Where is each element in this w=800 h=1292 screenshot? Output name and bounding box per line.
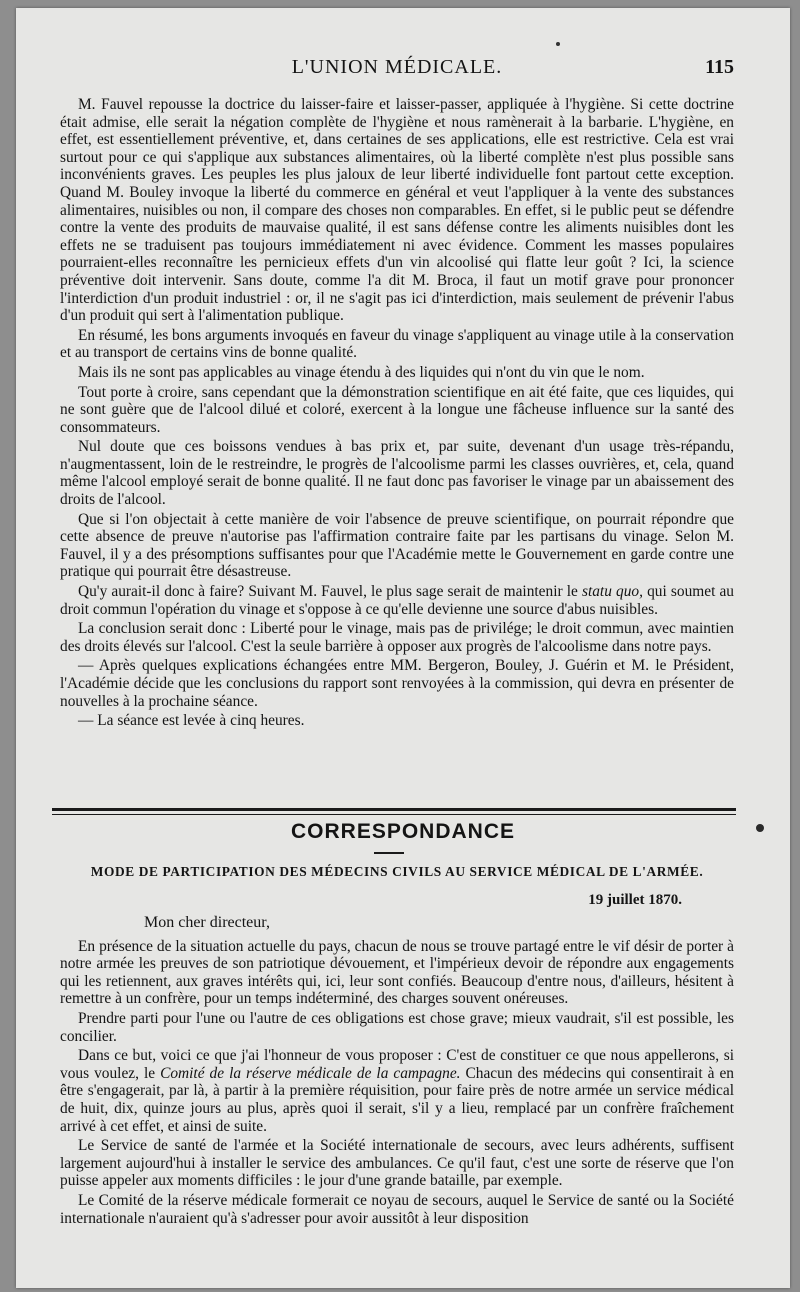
salutation: Mon cher directeur, bbox=[144, 914, 270, 931]
paragraph: Nul doute que ces boissons vendues à bas prix et, par suite, devenant d'un usage très-répandu, n'augmentassent, loin de le restreindre, le progrès de l'alcoolisme parmi les classes ouvrières, et, cela, quand même l'alcool employé serait de bonne qualité. Il ne faut donc pas favoriser le vinage par un abaissement des droits de l'alcool. bbox=[60, 438, 734, 509]
paragraph: Tout porte à croire, sans cependant que la démonstration scientifique en ait été faite, que ces liquides, qui ne sont guère que de l'alcool dilué et coloré, exercent à la longue une fâcheuse influence sur la santé des consommateurs. bbox=[60, 383, 734, 436]
academy-report-text bbox=[60, 96, 734, 732]
paragraph: Prendre parti pour l'une ou l'autre de ces obligations est chose grave; mieux vaudrait, s'il est possible, les concilier. bbox=[60, 1009, 734, 1045]
heading-rule bbox=[374, 852, 404, 854]
paragraph: Mais ils ne sont pas applicables au vinage étendu à des liquides qui n'ont du vin que le nom. bbox=[78, 363, 645, 381]
paragraph: La conclusion serait donc : Liberté pour le vinage, mais pas de privilége; le droit commun, avec maintien des droits élevés sur l'alcool. C'est la seule barrière à opposer aux progrès de l'alcoolisme dans notre pays. bbox=[60, 620, 734, 655]
text-run: Qu'y aurait-il donc à faire? Suivant M. Fauvel, le plus sage serait de maintenir le bbox=[78, 583, 582, 601]
article-heading: MODE DE PARTICIPATION DES MÉDECINS CIVILS AU SERVICE MÉDICAL DE L'ARMÉE. bbox=[90, 864, 704, 879]
paragraph: Que si l'on objectait à cette manière de voir l'absence de preuve scientifique, on pourrait répondre que cette absence de preuve n'autorise pas l'affirmation contraire faite par les partisans du vinage. Selon M. Fauvel, il y a des présomptions suffisantes pour que l'Académie mette le Gouvernement en garde contre une pratique qui pourrait être désastreuse. bbox=[60, 510, 734, 581]
text-run: Chacun des médecins qui consentirait à en être s'engagerait, par là, à partir à la première réquisition, pour faire près de notre armée un service médical de huit, dix, quinze jours au plus, après quoi il serait, s'il y a lieu, remplacé par un confrère fraîchement arrivé à cet effet, et ainsi de suite. bbox=[60, 1064, 734, 1135]
italic-term: Comité de la réserve médicale de la campagne. bbox=[160, 1064, 461, 1082]
section-heading bbox=[16, 820, 790, 844]
text-run: Dans ce but, voici ce que j'ai l'honneur de vous proposer : C'est de constituer ce que nous appellerons, si vous voulez, le bbox=[60, 1047, 734, 1082]
ink-speck bbox=[556, 42, 560, 46]
paragraph: En présence de la situation actuelle du pays, chacun de nous se trouve partagé entre le vif désir de porter à notre armée les preuves de son patriotique dévouement, et l'impérieux devoir de répondre aux engagements qui les retiennent, aux graves intérêts qui, ici, leur sont confiés. Beaucoup d'entre nous, d'ailleurs, hésitent à remettre à un confrère, pour un temps indéterminé, des charges souvent onéreuses. bbox=[60, 937, 734, 1008]
page-number: 115 bbox=[705, 56, 734, 78]
paragraph: Le Comité de la réserve médicale formerait ce noyau de secours, auquel le Service de santé ou la Société internationale n'auraient qu'à s'adresser pour avoir aussitôt à leur disposition bbox=[60, 1191, 734, 1227]
paragraph: — La séance est levée à cinq heures. bbox=[78, 712, 305, 730]
paragraph-statu-quo bbox=[60, 583, 734, 618]
paragraph: Le Service de santé de l'armée et la Société internationale de secours, avec leurs adhérents, suffisent largement aujourd'hui à installer le service des ambulances. Ce qu'il faut, c'est une sorte de réserve que l'on puisse appeler aux moments difficiles : le jour d'une grande bataille, par exemple. bbox=[60, 1137, 734, 1190]
running-head bbox=[60, 56, 734, 80]
paragraph-comite bbox=[60, 1047, 734, 1135]
letter-text bbox=[60, 914, 734, 1229]
newspaper-page bbox=[16, 8, 790, 1288]
paragraph: En résumé, les bons arguments invoqués en faveur du vinage s'appliquent au vinage utile à la conservation et au transport de certains vins de bonne qualité. bbox=[60, 326, 734, 362]
paragraph: M. Fauvel repousse la doctrice du laisser-faire et laisser-passer, appliquée à l'hygiène. Si cette doctrine était admise, elle serait la négation complète de l'hygiène et nous ramènerait à la barbarie. L'hygiène, en effet, est essentiellement préventive, et, dans certaines de ses applications, elle est restrictive. Cela est vrai surtout pour ce qui s'applique aux substances alimentaires, où la liberté complète n'est plus possible sans inconvénients graves. Les peuples les plus jaloux de leur liberté individuelle font partout cette exception. Quand M. Bouley invoque la liberté du commerce en général et veut l'appliquer à la vente des substances alimentaires, nuisibles ou non, il compare des choses non comparables. En effet, si le public peut se défendre contre la vente des produits de mauvaise qualité, il est sans défense contre les aliments nuisibles dont les effets ne se traduisent pas toujours immédiatement ni avec évidence. Comment les masses populaires pourraient-elles reconnaître les pernicieux effets d'un vin alcoolisé qui flatte leur goût ? Ici, la science préventive doit intervenir. Sans doute, comme l'a dit M. Broca, il faut un motif grave pour prononcer l'interdiction d'un produit industriel : or, il ne s'agit pas ici d'interdiction, mais seulement de prévenir l'abus d'un produit qui sert à l'alimentation publique. bbox=[60, 96, 734, 325]
section-title: CORRESPONDANCE bbox=[290, 820, 516, 843]
text-run: qui soumet au droit commun l'opération du vinage et s'oppose à ce qu'elle devienne une source d'abus nuisibles. bbox=[60, 583, 734, 618]
section-divider-thin bbox=[52, 814, 736, 815]
italic-term: statu quo, bbox=[581, 583, 643, 601]
dateline: 19 juillet 1870. bbox=[588, 892, 682, 908]
section-divider-thick bbox=[52, 808, 736, 811]
running-title: L'UNION MÉDICALE. bbox=[291, 56, 503, 78]
paragraph: — Après quelques explications échangées entre MM. Bergeron, Bouley, J. Guérin et M. le Président, l'Académie décide que les conclusions du rapport sont renvoyées à la commission, qui devra en présenter de nouvelles à la prochaine séance. bbox=[60, 657, 734, 710]
